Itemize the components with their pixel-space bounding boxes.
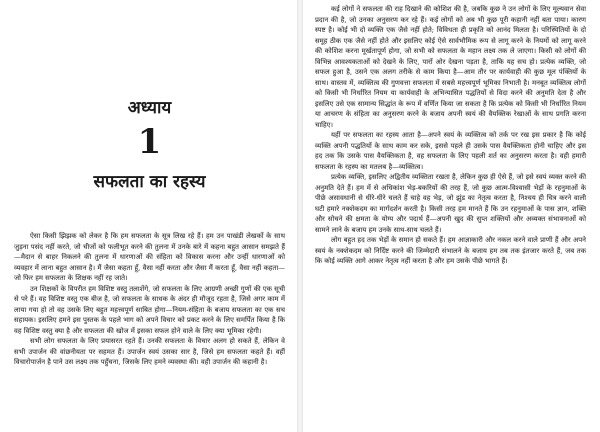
paragraph: यहीं पर सफलता का रहस्य आता है—अपने स्वयं के व्यक्तित्व को तर्क पर रख इस प्रकार है कि कोई व्यक्ति अपनी पद्धतियों के साथ काम कर सके, इससे पहले ही उसके पास वैयक्तिकता होनी चाहिए और इस हद तक कि उसके पास वैयक्तिकता है, वह सफलता के लिए पहली शर्त का अनुसरण करता है। वही हमारी सफलता के रहस्य का मतलब है—व्यक्तित्व। [315, 131, 586, 171]
paragraph: सभी लोग सफलता के लिए प्रयासरत रहते हैं। उनकी सफलता के विचार अलग हो सकते हैं, लेकिन वे सभी उपार्जन की वांछनीयता पर सहमत हैं। उपार्जन स्वयं उसका सार है, जिसे हम सफलता कहते हैं। वहीं विचारोपार्जन है पाने उस लक्ष्य तक पहुँचना, जिसके लिए हमने व्यवस्था की। वही उपार्जन की कहानी है। [14, 337, 285, 366]
paragraph: कई लोगों ने सफलता की राह दिखाने की कोशिश की है, जबकि कुछ ने उन लोगों के लिए मूल्यवान सेवा प्रदान की है, जो उनका अनुसरण कर रहे हैं। कई लोगों को अब भी कुछ पूरी कहानी नहीं बता पाया। कारण स्पष्ट है। कोई भी दो व्यक्ति एक जैसे नहीं होते; विविधता ही प्रकृति को आनंद मिलता है। परिस्थितियों के दो समूह ठीक एक जैसे नहीं होते और इसलिए कोई ऐसे सार्वभौमिक रूप से लागू करने के नियमों को लागू करने की कोशिश करना मूर्खतापूर्ण होगा, जो सभी को सफलता के महान लक्ष्य तक ले जाएगा। किसी को लोगों की विभिन्न आवश्यकताओं को देखने के लिए, पारों ओर देखना पड़ता है, ताकि यह सच हो। प्रत्येक व्यक्ति, जो सफल हुआ है, उसने एक अलग तरीके से काम किया है—आम तौर पर कार्यवाही की कुछ मूल पंक्तियों के साथ। वास्तव में, व्यक्तित्व की गुणवत्ता सफलता में सबसे महत्त्वपूर्ण भूमिका निभाती है। मनबूत व्यक्तित्व लोगों को किसी भी निर्धारित नियम या कार्यवाही के अभिन्यासित पद्धतियों से विदा करने की अनुमति देता है और इसलिए उसे एक सामान्य सिद्धांत के रूप में वर्णित किया जा सकता है कि प्रत्येक को किसी भी निर्धारित नियम या आचरण के संहिता का अनुसरण करने के बजाय अपनी स्वयं की वैयक्तिक रेखाओं के साथ प्रगति करना चाहिए। [315, 5, 586, 129]
paragraph: प्रत्येक व्यक्ति, इसलिए अद्वितीय व्यक्तिता रखता है, लेकिन कुछ ही ऐसे हैं, जो इसे स्वयं व्यक्त करने की अनुमति देते हैं। हम में से अधिकांश भेड़-बकरियों की तरह हैं, जो कुछ आत्म-विश्वासी भेड़ों के रहनुमाओं के पीछे असावधानी से धीरे-धीरे चलते हैं चाहे वह भेड़, जो झुंड का नेतृत्व करता है, निश्चय ही चित्र करने वाली घटी हमारे नक्शेकदम का मार्गदर्शन करती है। किसी तरह हम मानते हैं कि उन रहनुमाओं के पास ज्ञान, शक्ति और सोचने की क्षमता के योग्य और पदार्थ हैं—अपनी खुद की सुप्त शक्तियों और अव्यक्त संभावनाओं को सामने लाने के बजाय हम उनके साथ-साथ चलते हैं। [315, 173, 586, 234]
left-page-body [14, 231, 285, 368]
chapter-title: सफलता का रहस्य [93, 172, 206, 192]
paragraph: लोग बहुत हद तक भेड़ों के समान हो सकते हैं। हम आज्ञाकारी और नकल करने वाले प्राणी हैं और अपने स्वयं के नक्शेकदम को निर्दिष्ट करने की जिम्मेदारी संभालने के बजाय हम तब तक इंतजार करते हैं, जब तक कि कोई व्यक्ति आगे आकर नेतृत्व नहीं करता है और हम उसके पीछे भागते हैं। [315, 236, 586, 265]
chapter-heading [14, 98, 285, 192]
right-page-body [315, 4, 586, 267]
right-page [303, 0, 600, 432]
left-page [0, 0, 297, 432]
paragraph: उन शिक्षकों के विपरीत हम विशिष्ट वस्तु तलाशेंगे, जो सफलता के लिए आग्रणी अच्छी गुणों की एक सूची से परे हैं। वह विशिष्ट वस्तु एक बीज है, जो सफलता के साधक के अंदर ही मौजूद रहता है, जिसे अगर काम में लाया गया हो तो वह उसके लिए बहुत महत्त्वपूर्ण साबित होगा—नियम-संहिता के बजाय सफलता का एक सच सहायक। इसलिए हमने इस पुस्तक के पहले भाग को अपने विचार को प्रकट करने के लिए समर्पित किया है कि वह विशिष्ट वस्तु क्या है और सफलता की खोज में इसका सफल होने वाले के लिए क्या भूमिका रहेगी। [14, 284, 285, 335]
paragraph: ऐसा किसी झिझक को लेकर है कि हम सफलता के सूत्र लिख रहे हैं। हम उन पाखंडी लेखकों के साथ जुड़ना पसंद नहीं करते, जो चीजों को फलीभूत करने की तुलना में उनके बारे में कहना बहुत आसान समझते हैं—मैदान से बाहर निकलने की तुलना में धारणाओं की संहिता को विकास करना और उन्हीं धारणाओं को व्यवहार में लाना बहुत आसान है। मैं जैसा कहता हूँ, वैसा नहीं करता और जैसा मैं करता हूँ, वैसा नहीं कहता—जो फिर हम सफलता के शिक्षक नहीं रह जाते। [14, 232, 285, 282]
chapter-number: 1 [137, 122, 162, 162]
chapter-label: अध्याय [127, 98, 172, 118]
